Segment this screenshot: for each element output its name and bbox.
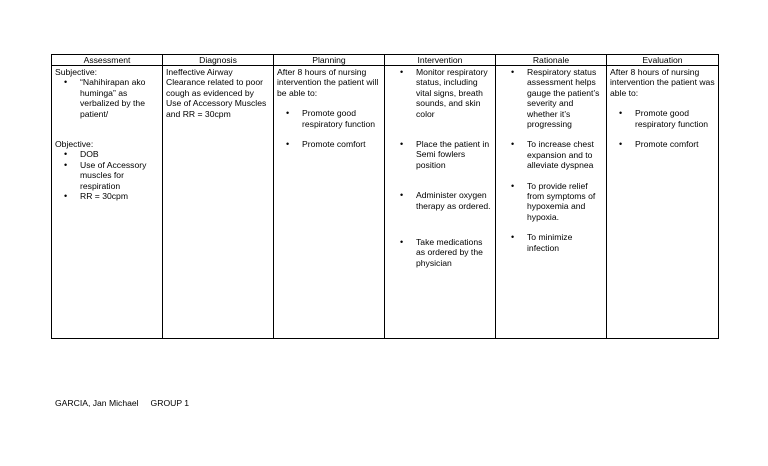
objective-item: • DOB — [55, 149, 159, 159]
evaluation-item: • Promote good respiratory function — [610, 108, 715, 129]
header-intervention: Intervention — [385, 55, 496, 66]
objective-list — [55, 149, 159, 201]
diagnosis-text: Ineffective Airway Clearance related to poor cough as evidenced by Use of Accessory Muscles and RR = 30cpm — [166, 67, 267, 119]
rationale-item: • To provide relief from symptoms of hypoxemia and hypoxia. — [502, 181, 603, 223]
intervention-item: • Monitor respiratory status, including vital signs, breath sounds, and skin color — [391, 67, 492, 119]
rationale-cell — [496, 66, 607, 339]
rationale-item: • To increase chest expansion and to alleviate dyspnea — [502, 139, 603, 170]
objective-item: • Use of Accessory muscles for respiration — [55, 160, 159, 191]
content-row — [52, 66, 719, 339]
diagnosis-cell — [163, 66, 274, 339]
evaluation-item: • Promote comfort — [610, 139, 715, 149]
footer — [55, 398, 189, 408]
header-row — [52, 55, 719, 66]
assessment-cell — [52, 66, 163, 339]
intervention-item: • Place the patient in Semi fowlers position — [391, 139, 492, 170]
planning-goals-list — [277, 108, 381, 149]
rationale-item: • To minimize infection — [502, 232, 603, 253]
header-evaluation: Evaluation — [607, 55, 719, 66]
objective-label: Objective: — [55, 139, 94, 150]
intervention-list — [391, 67, 492, 268]
intervention-cell — [385, 66, 496, 339]
intervention-item: • Administer oxygen therapy as ordered. — [391, 190, 492, 211]
intervention-item: • Take medications as ordered by the physician — [391, 237, 492, 268]
objective-item: • RR = 30cpm — [55, 191, 159, 201]
rationale-item: • Respiratory status assessment helps gauge the patient’s severity and whether it’s progressing — [502, 67, 603, 129]
nursing-care-plan-table — [51, 54, 719, 339]
planning-goal: • Promote good respiratory function — [277, 108, 381, 129]
subjective-list — [55, 77, 159, 119]
subjective-label: Subjective: — [55, 67, 98, 77]
planning-intro: After 8 hours of nursing intervention the patient will be able to: — [277, 67, 379, 98]
planning-cell — [274, 66, 385, 339]
student-name: GARCIA, Jan Michael — [55, 398, 139, 408]
header-planning: Planning — [274, 55, 385, 66]
subjective-item: • “Nahihirapan ako huminga” as verbalized by the patient/ — [55, 77, 159, 119]
planning-goal: • Promote comfort — [277, 139, 381, 149]
header-diagnosis: Diagnosis — [163, 55, 274, 66]
header-rationale: Rationale — [496, 55, 607, 66]
evaluation-list — [610, 108, 715, 149]
header-assessment: Assessment — [52, 55, 163, 66]
rationale-list — [502, 67, 603, 253]
evaluation-cell — [607, 66, 719, 339]
group-label: GROUP 1 — [150, 398, 190, 408]
evaluation-intro: After 8 hours of nursing intervention the patient was able to: — [610, 67, 715, 98]
